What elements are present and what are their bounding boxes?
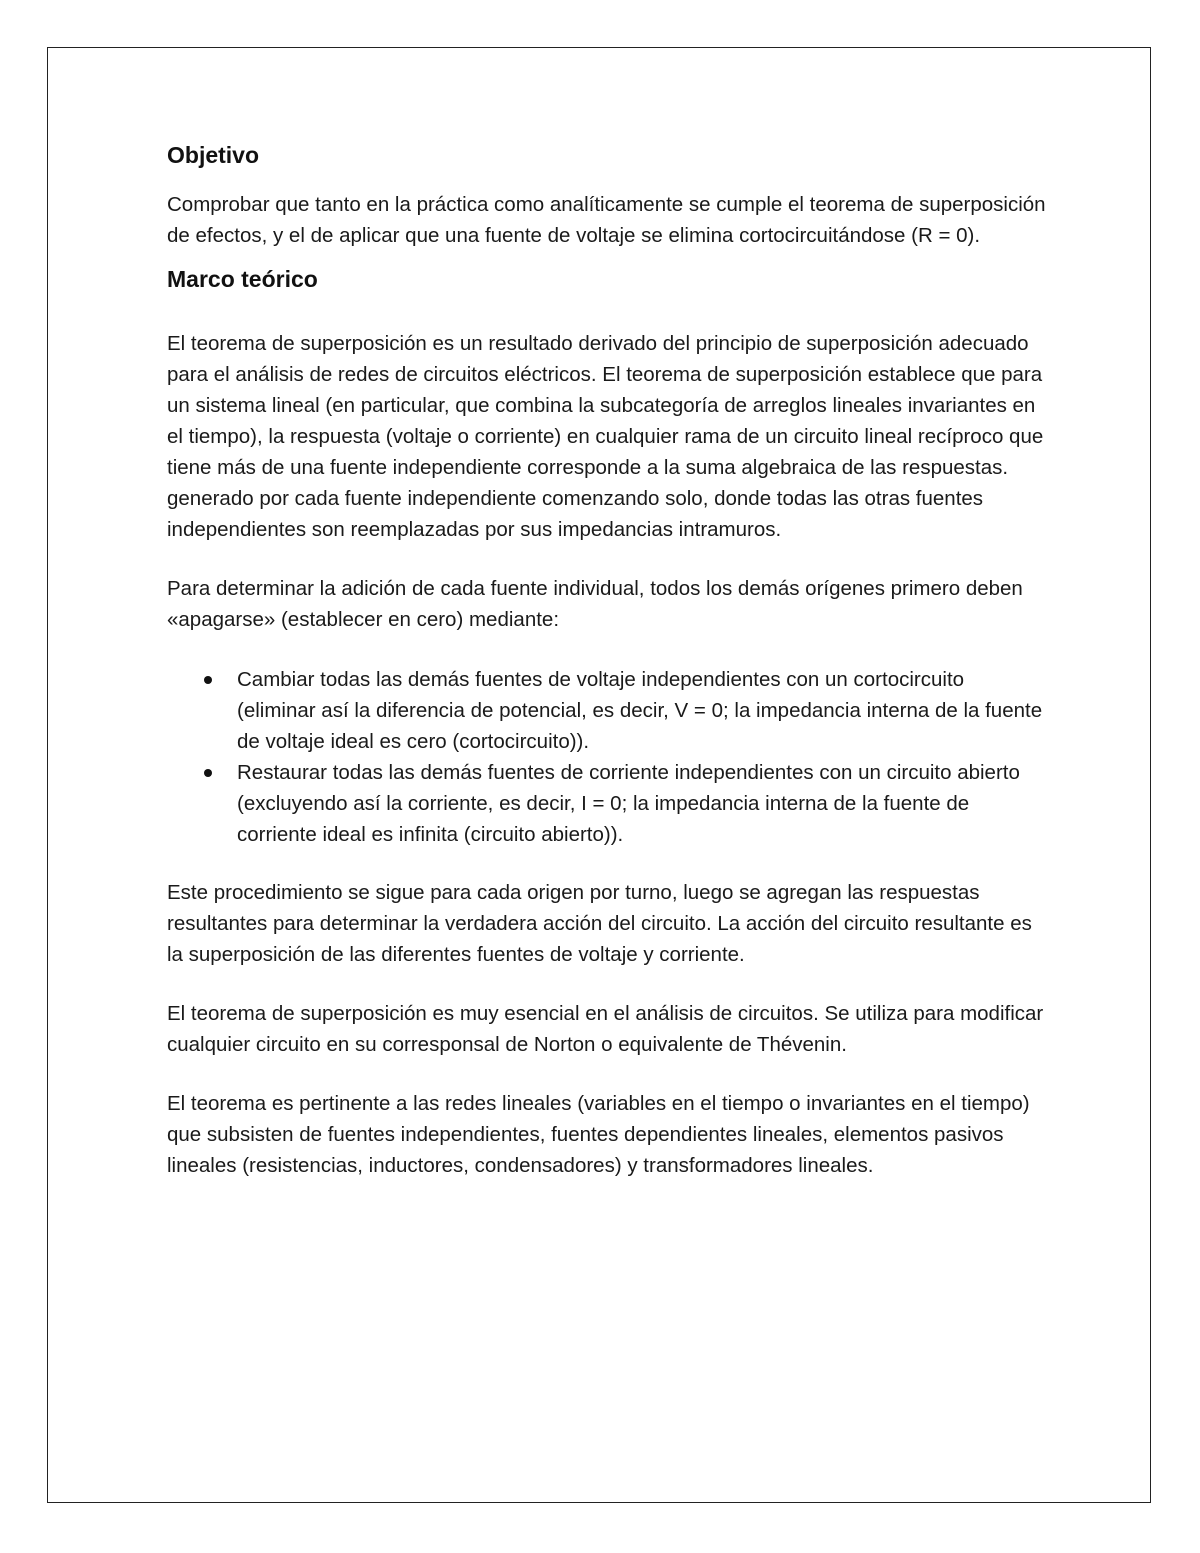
document-body xyxy=(167,138,1047,1181)
heading-marco-teorico: Marco teórico xyxy=(167,266,318,292)
paragraph-objetivo: Comprobar que tanto en la práctica como analíticamente se cumple el teorema de superposición de efectos, y el de aplicar que una fuente de voltaje se elimina cortocircuitándose (R = 0). xyxy=(167,193,1046,247)
paragraph-marco-5: El teorema es pertinente a las redes lineales (variables en el tiempo o invariantes en el tiempo) que subsisten de fuentes independientes, fuentes dependientes lineales, elementos pasivos lineales (resistencias, inductores, condensadores) y transformadores lineales. xyxy=(167,1092,1030,1177)
paragraph-marco-3: Este procedimiento se sigue para cada origen por turno, luego se agregan las respuestas resultantes para determinar la verdadera acción del circuito. La acción del circuito resultante es la superposición de las diferentes fuentes de voltaje y corriente. xyxy=(167,881,1032,966)
bullet-list xyxy=(167,664,1047,850)
paragraph-marco-4: El teorema de superposición es muy esencial en el análisis de circuitos. Se utiliza para modificar cualquier circuito en su corresponsal de Norton o equivalente de Thévenin. xyxy=(167,1002,1044,1056)
heading-objetivo: Objetivo xyxy=(167,142,260,168)
bullet-item-voltaje: Cambiar todas las demás fuentes de voltaje independientes con un cortocircuito (eliminar así la diferencia de potencial, es decir, V = 0; la impedancia interna de la fuente de voltaje ideal es cero (cortocircuito)). xyxy=(237,664,1047,757)
paragraph-marco-1: El teorema de superposición es un resultado derivado del principio de superposición adecuado para el análisis de redes de circuitos eléctricos. El teorema de superposición establece que para un sistema lineal (en particular, que combina la subcategoría de arreglos lineales invariantes en el tiempo), la respuesta (voltaje o corriente) en cualquier rama de un circuito lineal recíproco que tiene más de una fuente independiente corresponde a la suma algebraica de las respuestas. generado por cada fuente independiente comenzando solo, donde todas las otras fuentes independientes son reemplazadas por sus impedancias intramuros. xyxy=(167,332,1044,541)
bullet-item-corriente: Restaurar todas las demás fuentes de corriente independientes con un circuito abierto (excluyendo así la corriente, es decir, I = 0; la impedancia interna de la fuente de corriente ideal es infinita (circuito abierto)). xyxy=(237,757,1047,850)
paragraph-marco-2: Para determinar la adición de cada fuente individual, todos los demás orígenes primero deben «apagarse» (establecer en cero) mediante: xyxy=(167,577,1023,631)
